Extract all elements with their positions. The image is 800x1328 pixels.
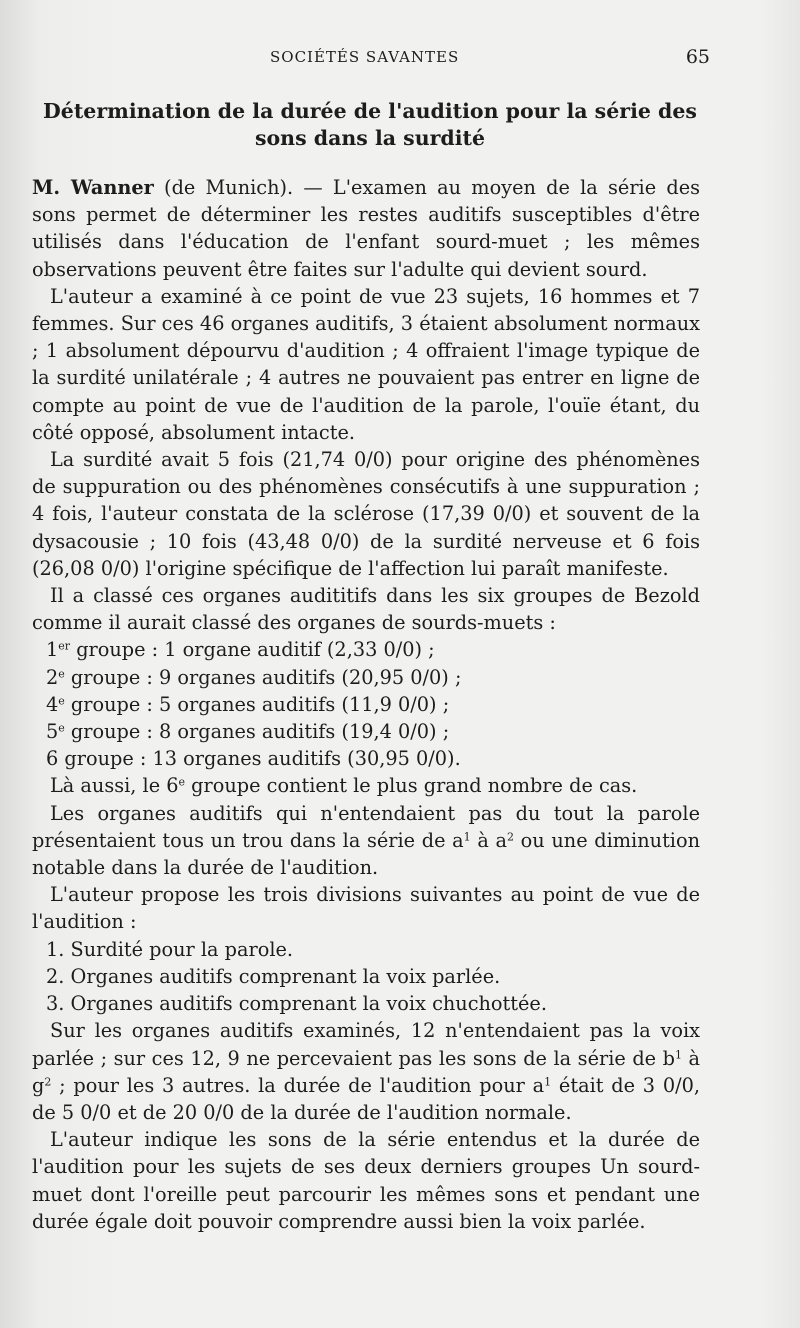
title-line-1: Détermination de la durée de l'audition pour la série des <box>43 99 697 123</box>
group-item-1: 1er groupe : 1 organe auditif (2,33 0/0) ; <box>46 638 435 662</box>
paragraph-1-text: (de Munich). — L'examen au moyen de la série des sons permet de déterminer les restes auditifs susceptibles d'être utilisés dans l'éducation de l'enfant sourd-muet ; les mêmes observations peuvent être faites sur l'adulte qui devient sourd. <box>32 176 700 281</box>
division-item-3: 3. Organes auditifs comprenant la voix chuchottée. <box>46 992 547 1016</box>
paragraph-2: L'auteur a examiné à ce point de vue 23 sujets, 16 hommes et 7 femmes. Sur ces 46 organes auditifs, 3 étaient absolument normaux ; 1 absolument dépourvu d'audition ; 4 offraient l'image typique de la surdité unilatérale ; 4 autres ne pouvaient pas entrer en ligne de compte au point de vue de l'audition de la parole, l'ouïe étant, du côté opposé, absolument intacte. <box>32 284 700 444</box>
page-number: 65 <box>685 46 710 68</box>
group-item-2: 2e groupe : 9 organes auditifs (20,95 0/0) ; <box>46 665 462 689</box>
title-line-2: sons dans la surdité <box>254 126 486 150</box>
paragraph-6: Les organes auditifs qui n'entendaient pas du tout la parole présentaient tous un trou dans la série de $a^1$ à $a^2$ ou une diminution notable dans la durée de l'audition. <box>32 801 701 880</box>
division-item-2: 2. Organes auditifs comprenant la voix parlée. <box>46 964 501 988</box>
division-item-1: 1. Surdité pour la parole. <box>46 937 294 961</box>
author-name: M. Wanner <box>32 176 154 199</box>
paragraph-3: La surdité avait 5 fois (21,74 0/0) pour origine des phénomènes de suppuration ou des phénomènes consécutifs à une suppuration ; 4 fois, l'auteur constata de la sclérose (17,39 0/0) et souvent de la dysacousie ; 10 fois (43,48 0/0) de la surdité nerveuse et 6 fois (26,08 0/0) l'origine spécifique de l'affection lui paraît manifeste. <box>32 448 700 580</box>
paragraph-9: L'auteur indique les sons de la série entendus et la durée de l'audition pour les sujets de ses deux derniers groupes Un sourd-muet dont l'oreille peut parcourir les mêmes sons et pendant une durée égale doit pouvoir comprendre aussi bien la voix parlée. <box>32 1128 700 1233</box>
paragraph-5: Là aussi, le 6e groupe contient le plus grand nombre de cas. <box>50 774 638 798</box>
group-item-5: 5e groupe : 8 organes auditifs (19,4 0/0) ; <box>46 720 450 744</box>
group-item-6: 6 groupe : 13 organes auditifs (30,95 0/0). <box>46 747 461 771</box>
group-item-4: 4e groupe : 5 organes auditifs (11,9 0/0) ; <box>46 692 450 716</box>
paragraph-1 <box>32 174 700 283</box>
paragraph-4: Il a classé ces organes audititifs dans les six groupes de Bezold comme il aurait classé des organes de sourds-muets : <box>32 584 700 635</box>
paragraph-7: L'auteur propose les trois divisions suivantes au point de vue de l'audition : <box>32 883 700 934</box>
article-body <box>32 174 700 1235</box>
running-title: SOCIÉTÉS SAVANTES <box>270 48 460 66</box>
paragraph-8: Sur les organes auditifs examinés, 12 n'entendaient pas la voix parlée ; sur ces 12, 9 ne percevaient pas les sons de la série de $b^1$ à $g^2$ ; pour les 3 autres. la durée de l'audition pour $a^1$ était de 3 0/0, de 5 0/0 et de 20 0/0 de la durée de l'audition normale. <box>32 1019 701 1124</box>
page-header <box>30 48 710 74</box>
article-title <box>30 98 710 152</box>
